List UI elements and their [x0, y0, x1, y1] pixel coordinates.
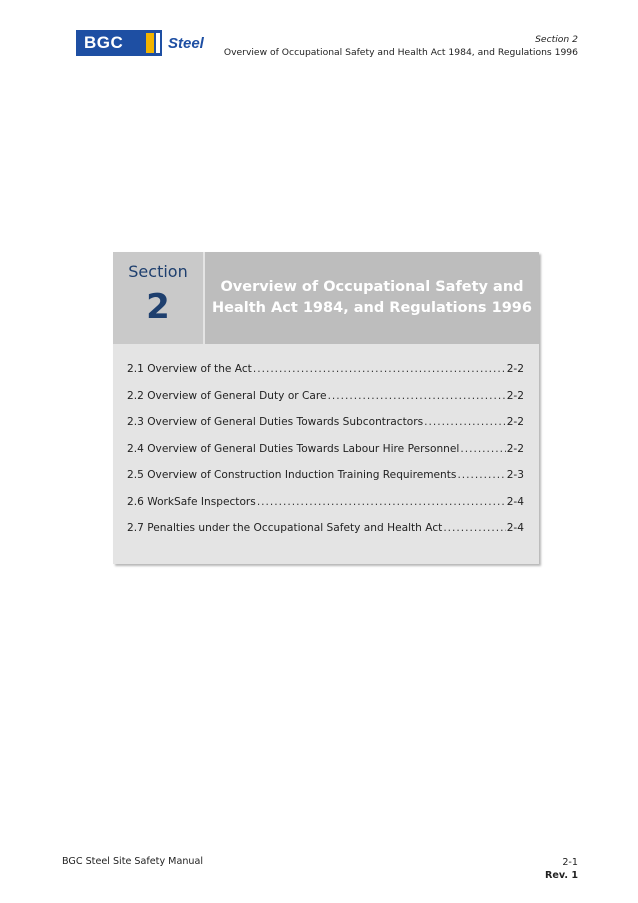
- section-number-box: [113, 252, 203, 344]
- toc-entry-label: 2.5 Overview of Construction Induction Training Requirements: [127, 469, 457, 481]
- footer-manual-title: BGC Steel Site Safety Manual: [62, 856, 204, 867]
- table-of-contents: [127, 363, 524, 549]
- toc-entry-page: 2-2: [506, 442, 524, 455]
- section-title-line1: Overview of Occupational Safety and: [220, 279, 524, 295]
- toc-entry-label: 2.3 Overview of General Duties Towards Subcontractors: [127, 416, 424, 428]
- toc-entry-page: 2-3: [506, 469, 524, 481]
- toc-entry[interactable]: [127, 416, 524, 443]
- toc-entry-page: 2-4: [506, 495, 524, 508]
- page-footer-right: [545, 856, 578, 882]
- section-number: 2: [146, 287, 170, 327]
- toc-leader-dots: [457, 469, 505, 481]
- toc-leader-dots: [253, 363, 506, 375]
- logo-yellow-bar: [146, 33, 154, 53]
- toc-entry-page: 2-2: [506, 363, 524, 375]
- header-title: Overview of Occupational Safety and Health Act 1984, and Regulations 1996: [223, 47, 578, 58]
- toc-leader-dots: [257, 496, 506, 508]
- footer-revision: Rev. 1: [544, 870, 578, 881]
- toc-entry-page: 2-2: [506, 416, 524, 428]
- toc-entry-label: 2.7 Penalties under the Occupational Safety and Health Act: [127, 522, 443, 534]
- toc-entry[interactable]: [127, 443, 524, 470]
- toc-entry[interactable]: [127, 390, 524, 417]
- section-card-header: [113, 252, 539, 344]
- toc-entry[interactable]: [127, 469, 524, 496]
- section-card: [113, 252, 539, 564]
- toc-leader-dots: [328, 390, 506, 402]
- toc-entry[interactable]: [127, 522, 524, 549]
- section-title-line2: Health Act 1984, and Regulations 1996: [212, 300, 532, 316]
- footer-page-number: 2-1: [562, 857, 578, 868]
- toc-entry-label: 2.2 Overview of General Duty or Care: [127, 389, 327, 402]
- toc-entry-label: 2.1 Overview of the Act: [127, 363, 252, 375]
- toc-leader-dots: [460, 443, 505, 455]
- bgc-steel-logo: [76, 30, 204, 56]
- section-title: [205, 252, 539, 344]
- logo-text: BGC: [84, 33, 124, 52]
- page-header: [224, 33, 578, 59]
- toc-leader-dots: [443, 522, 505, 534]
- logo-white-bar: [156, 33, 160, 53]
- toc-entry[interactable]: [127, 496, 524, 523]
- toc-leader-dots: [424, 416, 506, 428]
- header-section: Section 2: [535, 34, 578, 45]
- toc-entry-page: 2-4: [506, 522, 524, 534]
- logo-mark: [76, 30, 162, 56]
- toc-entry[interactable]: [127, 363, 524, 390]
- section-label: Section: [128, 262, 188, 281]
- toc-entry-label: 2.4 Overview of General Duties Towards Labour Hire Personnel: [127, 442, 460, 455]
- logo-steel-text: Steel: [168, 34, 204, 52]
- toc-entry-label: 2.6 WorkSafe Inspectors: [127, 495, 256, 508]
- toc-entry-page: 2-2: [506, 389, 524, 402]
